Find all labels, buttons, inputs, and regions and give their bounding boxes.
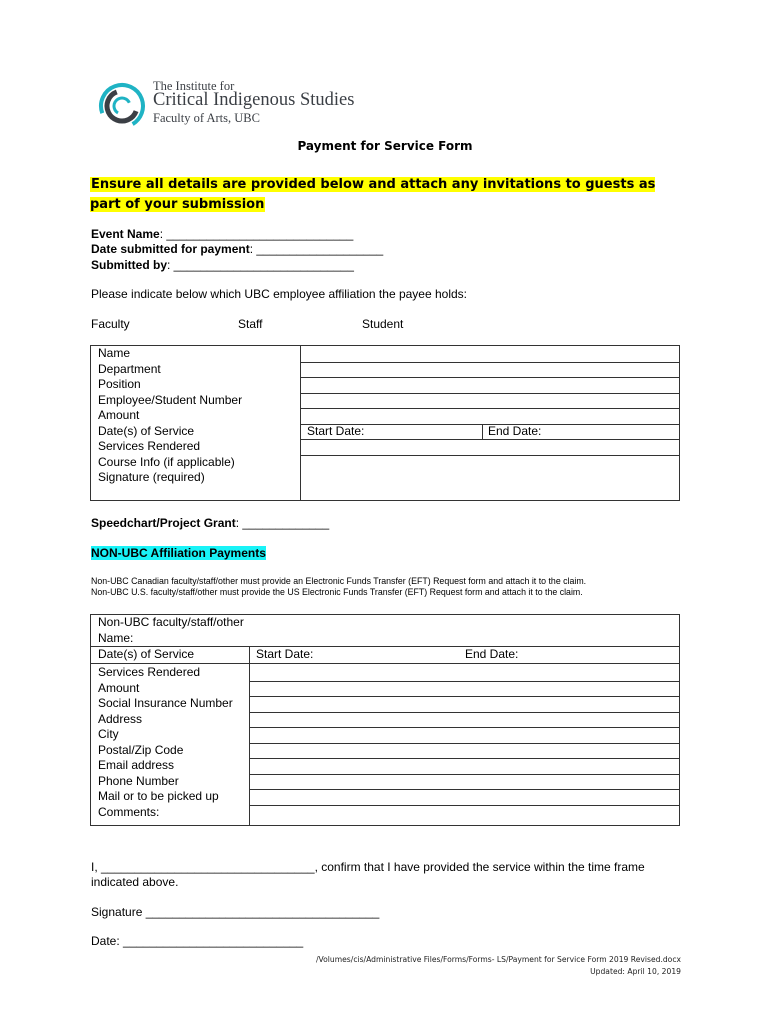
affiliation-staff[interactable]: Staff [238, 317, 263, 331]
instruction-highlight: Ensure all details are provided below and attach any invitations to guests as part of your submission [90, 177, 656, 212]
speedchart-blank: : _____________ [235, 516, 330, 530]
non-ubc-labels-cell [91, 663, 250, 825]
date-submitted-blank: : ___________________ [249, 242, 384, 256]
non-ubc-row-email: Email address [98, 758, 175, 772]
submitted-by-field[interactable] [91, 258, 354, 274]
ubc-payee-table [90, 345, 680, 501]
date-field[interactable]: Date: ___________________________ [91, 934, 304, 948]
footer-updated: Updated: April 10, 2019 [590, 967, 681, 976]
ubc-row-name: Name [98, 346, 131, 360]
non-ubc-heading [91, 546, 266, 560]
logo-line-2: Critical Indigenous Studies [153, 90, 355, 110]
ubc-row-employee-number: Employee/Student Number [98, 392, 243, 407]
non-ubc-start-date-label: Start Date: [256, 647, 314, 661]
event-name-label: Event Name [91, 227, 160, 241]
confirm-line-2: indicated above. [91, 875, 179, 889]
non-ubc-payee-table [90, 614, 680, 826]
ubc-row-course-info: Course Info (if applicable) [98, 454, 235, 469]
non-ubc-header-1: Non-UBC faculty/staff/other [98, 615, 244, 629]
ubc-row-signature: Signature (required) [98, 470, 205, 484]
logo-line-1: The Institute for [153, 79, 235, 93]
confirm-line-1: I, ________________________________, confirm that I have provided the service within the time frame [91, 860, 645, 874]
non-ubc-row-city: City [98, 727, 119, 741]
ubc-labels-cell [91, 346, 301, 501]
page-title: Payment for Service Form [297, 139, 473, 153]
event-name-blank: : ____________________________ [159, 227, 354, 241]
ubc-row-department: Department [98, 361, 161, 376]
event-name-field[interactable] [91, 227, 353, 243]
affiliation-faculty[interactable]: Faculty [91, 317, 130, 331]
ubc-row-services: Services Rendered [98, 439, 201, 453]
instruction-text [90, 175, 660, 215]
logo-line-3: Faculty of Arts, UBC [153, 111, 260, 125]
submitted-by-label: Submitted by [91, 258, 168, 272]
non-ubc-row-comments: Comments: [98, 804, 160, 819]
date-submitted-field[interactable] [91, 242, 383, 258]
affiliation-student[interactable]: Student [362, 317, 404, 331]
non-ubc-values-cell[interactable] [250, 663, 680, 825]
non-ubc-row-dates: Date(s) of Service [98, 647, 195, 661]
ubc-row-dates: Date(s) of Service [98, 423, 195, 438]
non-ubc-dates-value-cell[interactable] [250, 647, 680, 664]
ubc-row-amount: Amount [98, 408, 140, 422]
non-ubc-row-sin: Social Insurance Number [98, 696, 233, 710]
institute-logo-icon [97, 81, 147, 131]
signature-field[interactable]: Signature ___________________________________ [91, 905, 380, 919]
non-ubc-header-cell [91, 615, 680, 647]
non-ubc-row-phone: Phone Number [98, 773, 179, 788]
non-ubc-row-mail-pickup: Mail or to be picked up [98, 789, 219, 803]
non-ubc-end-date-label: End Date: [465, 647, 519, 661]
non-ubc-row-amount: Amount [98, 680, 140, 695]
non-ubc-row-services: Services Rendered [98, 664, 201, 679]
non-ubc-heading-text: NON-UBC Affiliation Payments [91, 546, 266, 560]
affiliation-prompt: Please indicate below which UBC employee affiliation the payee holds: [91, 287, 468, 301]
non-ubc-dates-label-cell [91, 647, 250, 664]
non-ubc-row-address: Address [98, 711, 143, 726]
date-submitted-label: Date submitted for payment [91, 242, 250, 256]
non-ubc-header-2: Name: [98, 630, 134, 645]
non-ubc-note-canada: Non-UBC Canadian faculty/staff/other must provide an Electronic Funds Transfer (EFT) Request form and attach it to the claim. [91, 576, 587, 586]
non-ubc-row-postal: Postal/Zip Code [98, 742, 184, 757]
speedchart-field[interactable] [91, 516, 329, 532]
footer-file-path: /Volumes/cis/Administrative Files/Forms/Forms- LS/Payment for Service Form 2019 Revised.docx [316, 955, 681, 964]
ubc-start-date-label: Start Date: [307, 424, 365, 438]
non-ubc-note-us: Non-UBC U.S. faculty/staff/other must provide the US Electronic Funds Transfer (EFT) Request form and attach it to the claim. [91, 587, 583, 597]
ubc-end-date-label: End Date: [488, 424, 542, 438]
speedchart-label: Speedchart/Project Grant [91, 516, 236, 530]
ubc-values-cell[interactable] [301, 346, 680, 501]
submitted-by-blank: : ___________________________ [167, 258, 354, 272]
ubc-row-position: Position [98, 377, 141, 391]
